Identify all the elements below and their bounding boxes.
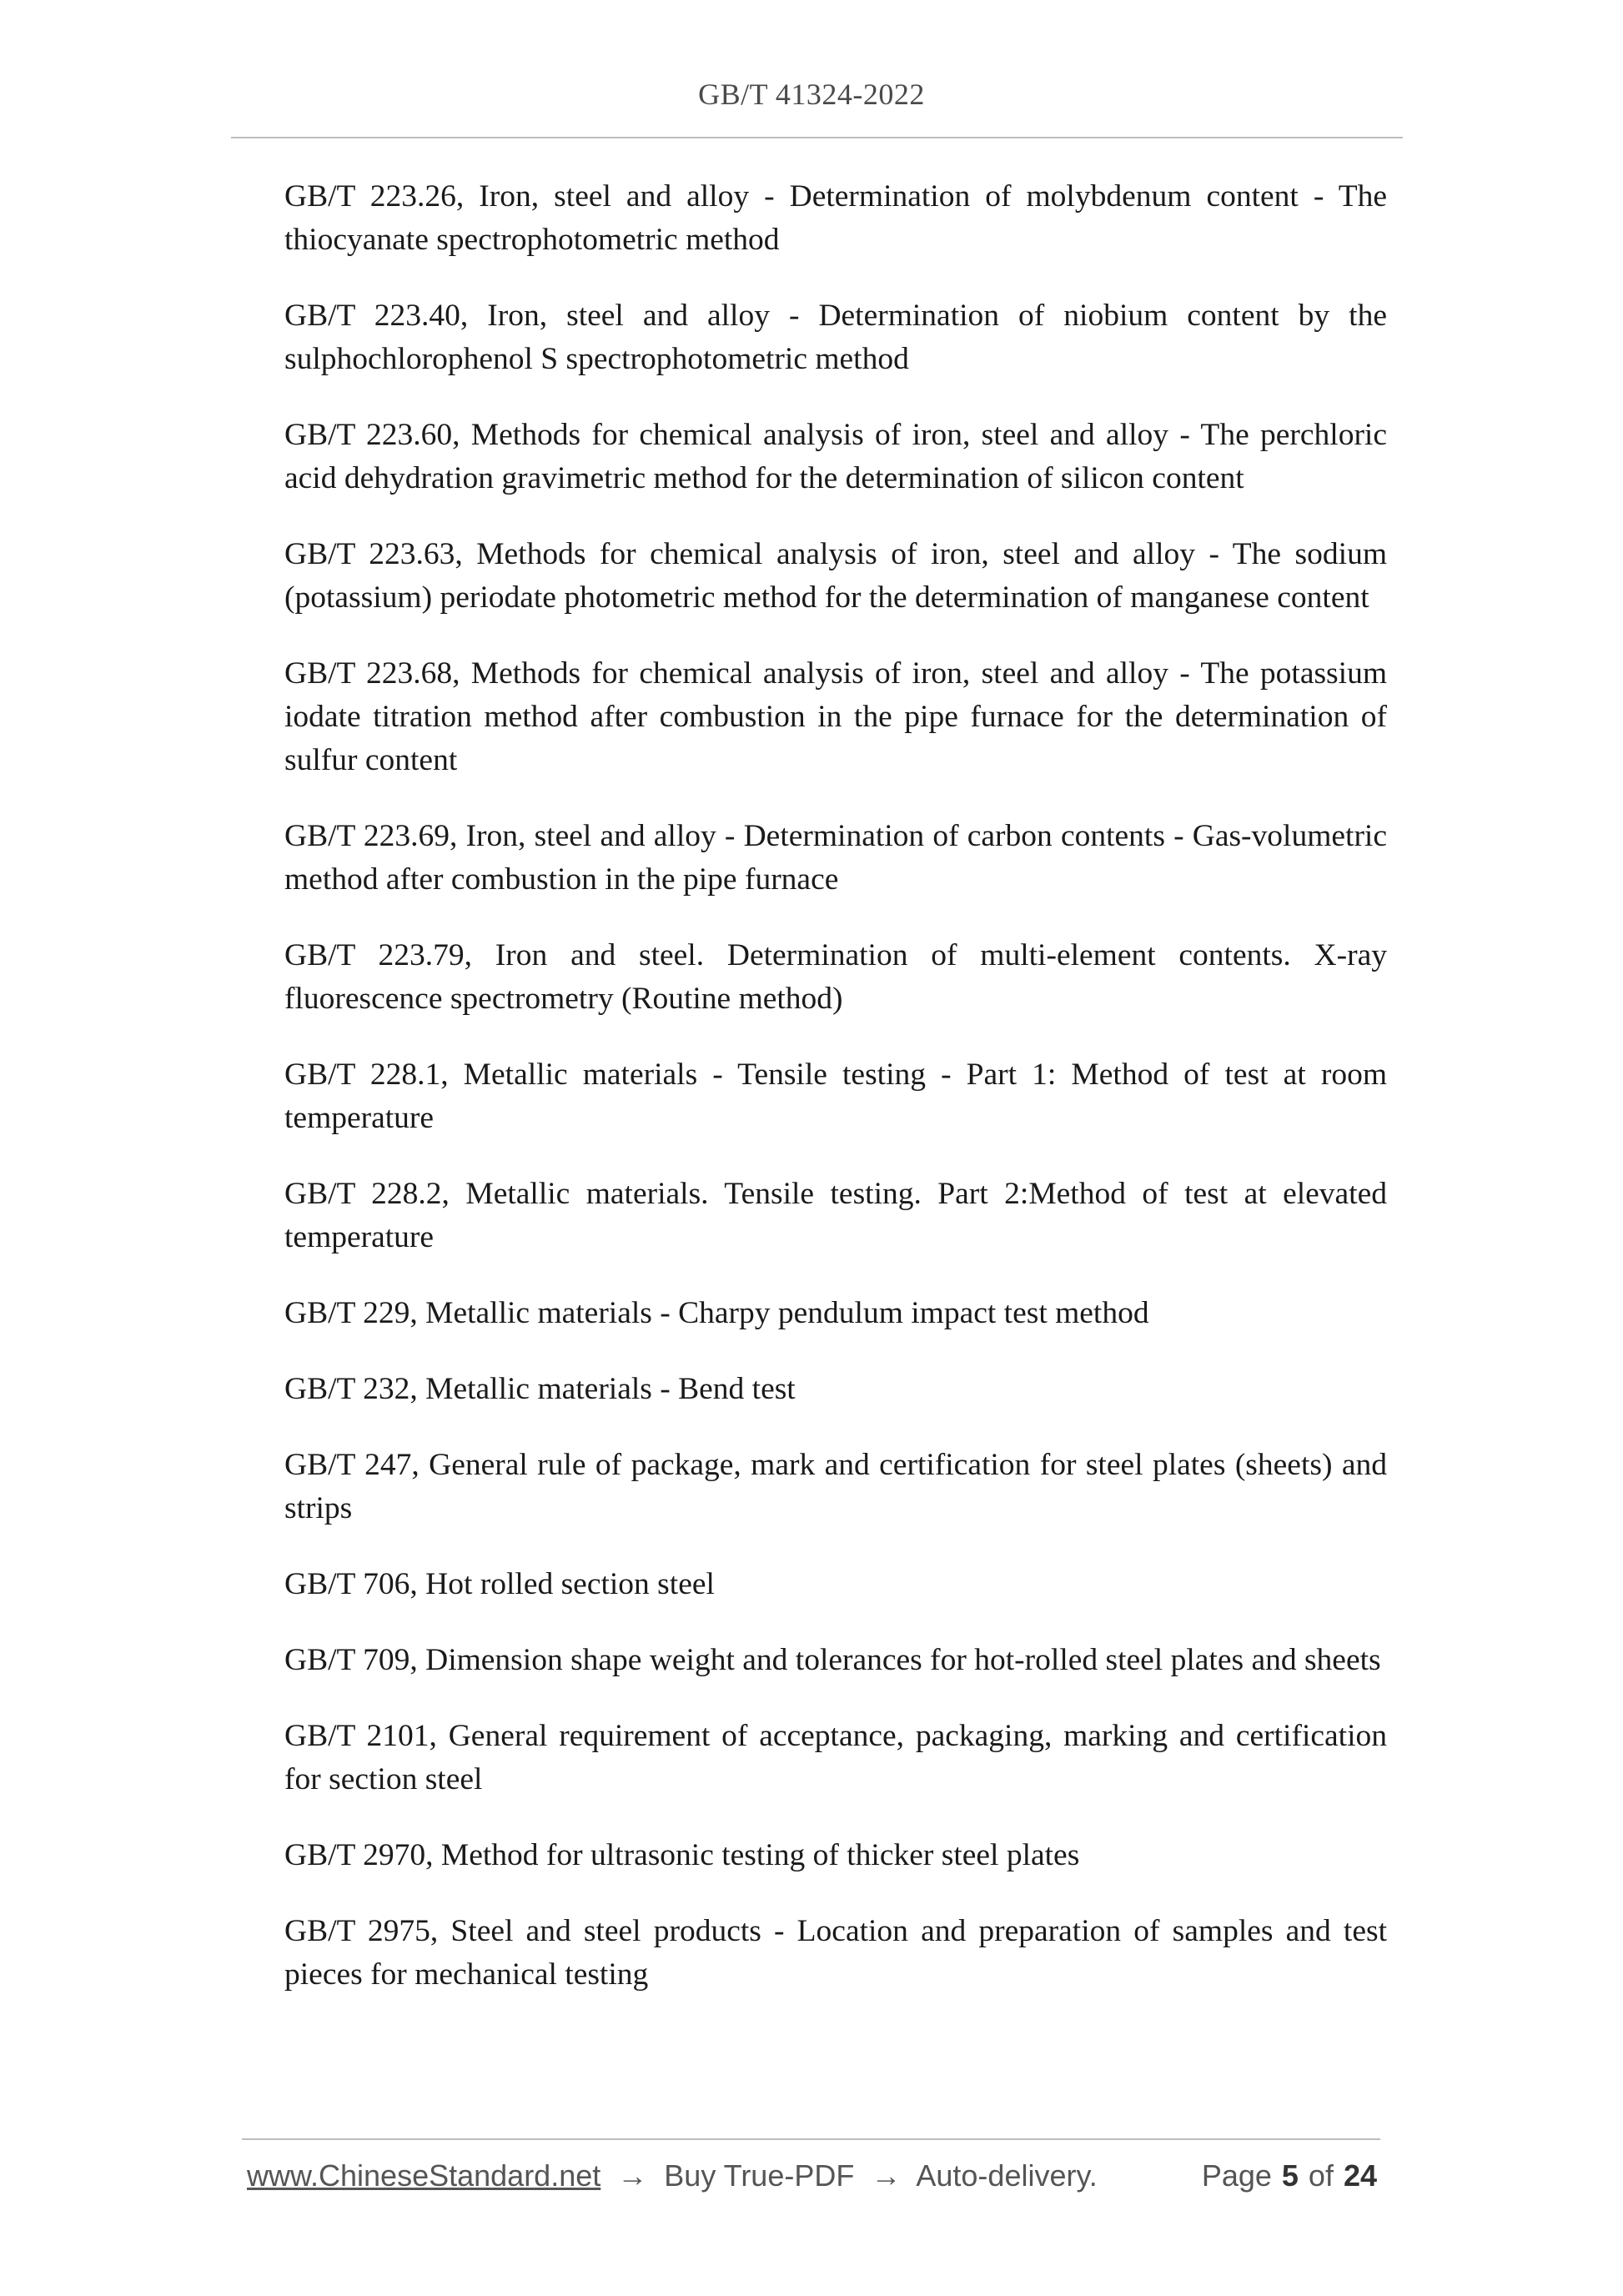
reference-gbt-223-79: GB/T 223.79, Iron and steel. Determination of multi-element contents. X-ray fluorescence spectrometry (Routine method) — [284, 938, 1387, 1016]
page-indicator — [1202, 2158, 1377, 2193]
page-footer — [247, 2158, 1377, 2200]
reference-gbt-223-60: GB/T 223.60, Methods for chemical analysis of iron, steel and alloy - The perchloric acid dehydration gravimetric method for the determination of silicon content — [284, 418, 1387, 495]
reference-gbt-706: GB/T 706, Hot rolled section steel — [284, 1567, 715, 1601]
reference-gbt-223-69: GB/T 223.69, Iron, steel and alloy - Determination of carbon contents - Gas-volumetric method after combustion in the pipe furnace — [284, 819, 1387, 897]
reference-gbt-223-26: GB/T 223.26, Iron, steel and alloy - Determination of molybdenum content - The thiocyanate spectrophotometric method — [284, 179, 1387, 257]
reference-gbt-228-1: GB/T 228.1, Metallic materials - Tensile testing - Part 1: Method of test at room temperature — [284, 1058, 1387, 1135]
of-label: of — [1308, 2158, 1334, 2193]
reference-gbt-229: GB/T 229, Metallic materials - Charpy pendulum impact test method — [284, 1296, 1149, 1330]
reference-gbt-223-63: GB/T 223.63, Methods for chemical analysis of iron, steel and alloy - The sodium (potassium) periodate photometric method for the determination of manganese content — [284, 537, 1387, 615]
footer-promo — [247, 2158, 1098, 2193]
reference-gbt-709: GB/T 709, Dimension shape weight and tolerances for hot-rolled steel plates and sheets — [284, 1643, 1381, 1677]
reference-gbt-228-2: GB/T 228.2, Metallic materials. Tensile testing. Part 2:Method of test at elevated temperature — [284, 1177, 1387, 1254]
footer-divider — [242, 2138, 1380, 2140]
reference-gbt-2101: GB/T 2101, General requirement of acceptance, packaging, marking and certification for section steel — [284, 1719, 1387, 1796]
reference-gbt-232: GB/T 232, Metallic materials - Bend test — [284, 1372, 796, 1406]
reference-gbt-247: GB/T 247, General rule of package, mark and certification for steel plates (sheets) and strips — [284, 1448, 1387, 1525]
reference-gbt-2970: GB/T 2970, Method for ultrasonic testing of thicker steel plates — [284, 1838, 1080, 1872]
reference-gbt-2975: GB/T 2975, Steel and steel products - Location and preparation of samples and test pieces for mechanical testing — [284, 1914, 1387, 1992]
page-label: Page — [1201, 2158, 1272, 2193]
current-page-number: 5 — [1281, 2158, 1299, 2193]
arrow-right-icon: → — [617, 2158, 648, 2193]
website-link[interactable]: www.ChineseStandard.net — [247, 2158, 601, 2193]
reference-gbt-223-40: GB/T 223.40, Iron, steel and alloy - Determination of niobium content by the sulphochlorophenol S spectrophotometric method — [284, 299, 1387, 376]
arrow-right-icon: → — [871, 2158, 902, 2193]
total-pages-number: 24 — [1343, 2158, 1377, 2193]
buy-true-pdf-text: Buy True-PDF — [664, 2158, 855, 2193]
auto-delivery-text: Auto-delivery. — [916, 2158, 1098, 2193]
normative-references-list — [284, 175, 1387, 2029]
header-divider — [231, 137, 1403, 138]
page-header-title: GB/T 41324-2022 — [698, 78, 925, 111]
reference-gbt-223-68: GB/T 223.68, Methods for chemical analysis of iron, steel and alloy - The potassium iodate titration method after combustion in the pipe furnace for the determination of sulfur content — [284, 656, 1387, 777]
